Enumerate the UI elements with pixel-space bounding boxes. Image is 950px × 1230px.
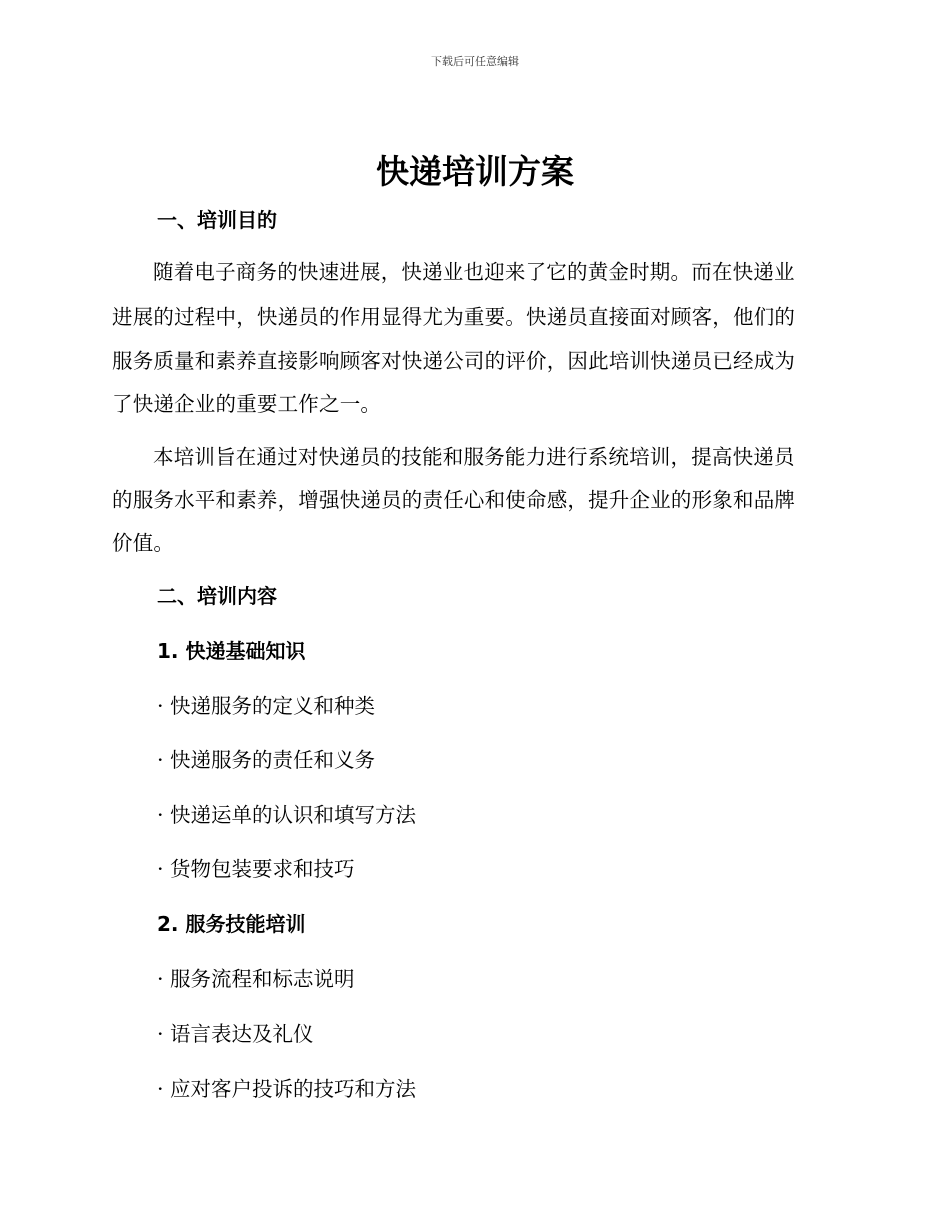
list-item: · 服务流程和标志说明 [157,967,355,991]
document-title: 快递培训方案 [376,152,574,191]
list-item: · 应对客户投诉的技巧和方法 [157,1077,417,1101]
list-item: · 快递运单的认识和填写方法 [157,803,417,827]
paragraph-line: 本培训旨在通过对快递员的技能和服务能力进行系统培训，提高快递员 [153,445,795,469]
paragraph-line: 了快递企业的重要工作之一。 [112,392,382,416]
paragraph-line: 进展的过程中，快递员的作用显得尤为重要。快递员直接面对顾客，他们的 [112,305,796,329]
list-item: · 快递服务的定义和种类 [157,694,376,718]
section-heading-content: 二、培训内容 [157,584,277,608]
list-item: · 货物包装要求和技巧 [157,857,355,881]
section-heading-purpose: 一、培训目的 [157,208,277,232]
list-item: · 快递服务的责任和义务 [157,748,376,772]
list-item: · 语言表达及礼仪 [157,1022,314,1046]
paragraph-line: 服务质量和素养直接影响顾客对快递公司的评价，因此培训快递员已经成为 [112,349,796,373]
paragraph-line: 随着电子商务的快速进展，快递业也迎来了它的黄金时期。而在快递业 [153,260,795,284]
subsection-heading-skills: 2. 服务技能培训 [157,912,306,936]
paragraph-line: 价值。 [112,531,175,555]
paragraph-line: 的服务水平和素养，增强快递员的责任心和使命感，提升企业的形象和品牌 [112,488,796,512]
header-note: 下载后可任意编辑 [431,55,519,68]
subsection-heading-basics: 1. 快递基础知识 [157,639,306,663]
